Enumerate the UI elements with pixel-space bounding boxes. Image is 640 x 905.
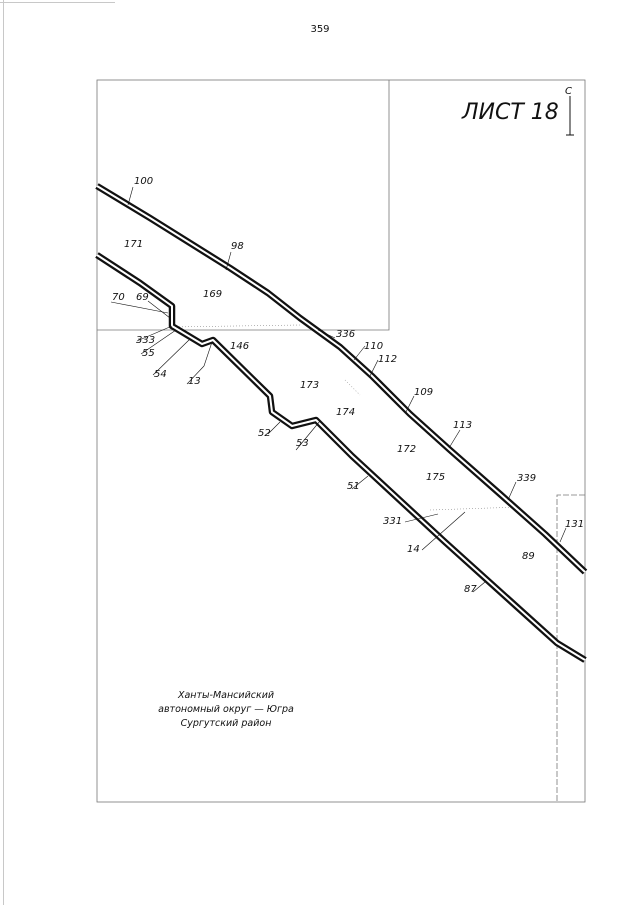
label-171: 171 xyxy=(124,239,144,250)
parcel-divider xyxy=(170,325,300,327)
label-52: 52 xyxy=(258,428,271,439)
north-arrow-icon xyxy=(565,86,574,135)
sheet-title: ЛИСТ 18 xyxy=(462,100,559,125)
label-13: 13 xyxy=(188,376,201,387)
label-55: 55 xyxy=(142,348,155,359)
label-109: 109 xyxy=(414,387,434,398)
label-173: 173 xyxy=(300,380,320,391)
label-112: 112 xyxy=(378,354,398,365)
label-175: 175 xyxy=(426,472,446,483)
leader-lines xyxy=(111,187,566,592)
region-line-2: автономный округ — Югра xyxy=(158,704,294,715)
label-331: 331 xyxy=(383,516,403,527)
label-100: 100 xyxy=(134,176,154,187)
label-131: 131 xyxy=(565,519,585,530)
parcel-divider xyxy=(345,380,360,395)
road-corridor-lower-outer xyxy=(97,255,585,660)
label-339: 339 xyxy=(517,473,537,484)
parcel-divider xyxy=(430,507,520,510)
region-line-3: Сургутский район xyxy=(180,718,272,729)
label-54: 54 xyxy=(154,369,167,380)
road-corridor-upper-outer xyxy=(97,186,585,572)
label-172: 172 xyxy=(397,444,417,455)
label-51: 51 xyxy=(347,481,360,492)
label-14: 14 xyxy=(407,544,420,555)
label-146: 146 xyxy=(230,341,250,352)
label-110: 110 xyxy=(364,341,384,352)
label-69: 69 xyxy=(136,292,149,303)
road-corridor-upper-inner xyxy=(97,186,585,572)
label-70: 70 xyxy=(112,292,125,303)
label-87: 87 xyxy=(464,584,477,595)
page-number: 359 xyxy=(310,24,330,35)
label-333: 333 xyxy=(136,335,156,346)
label-113: 113 xyxy=(453,420,473,431)
label-89: 89 xyxy=(522,551,535,562)
north-arrow-letter: С xyxy=(565,86,572,97)
label-169: 169 xyxy=(203,289,223,300)
label-98: 98 xyxy=(231,241,244,252)
region-line-1: Ханты-Мансийский xyxy=(177,690,275,701)
label-53: 53 xyxy=(296,438,309,449)
label-336: 336 xyxy=(336,329,356,340)
label-174: 174 xyxy=(336,407,356,418)
